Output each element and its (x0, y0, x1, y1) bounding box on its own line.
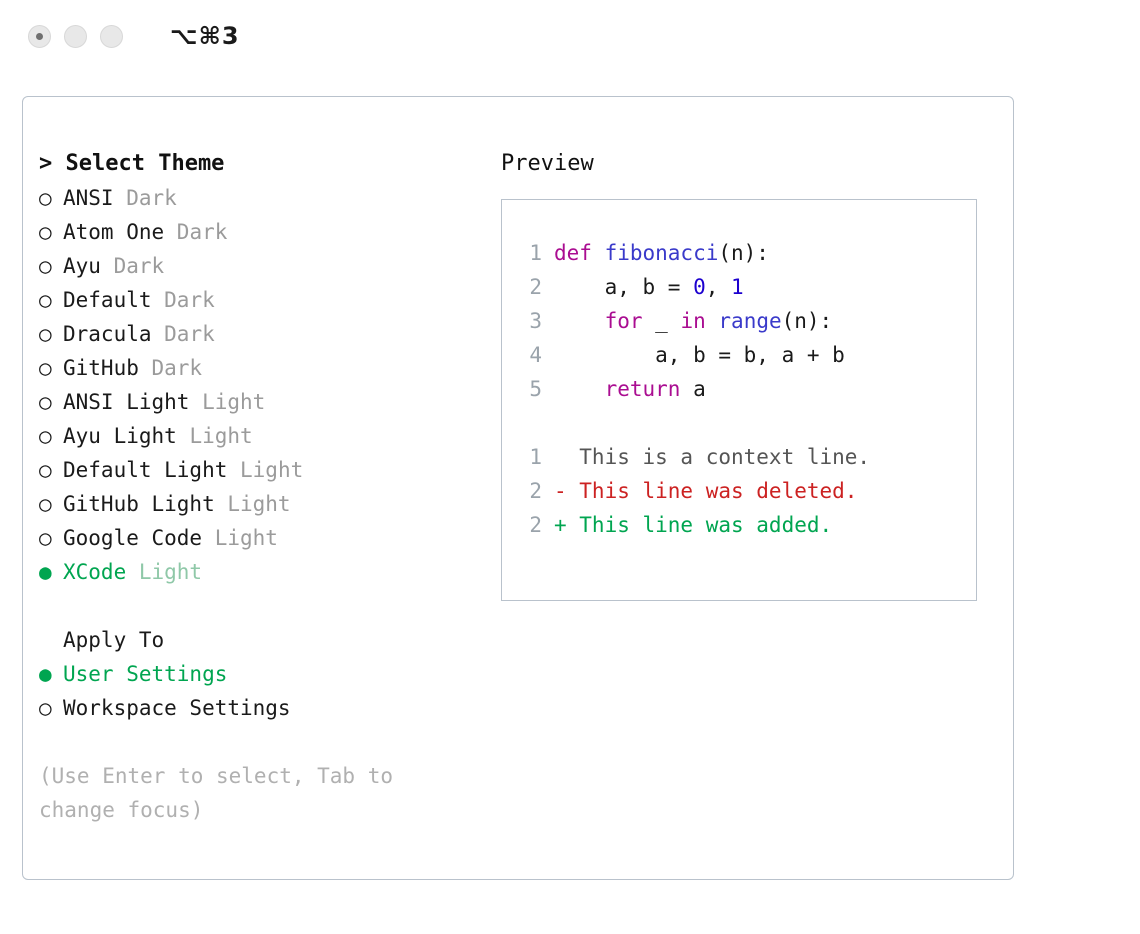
diff-text: + This line was added. (554, 513, 833, 537)
radio-icon: ○ (39, 322, 52, 346)
hint-line-2: change focus) (39, 798, 204, 822)
theme-option-variant: Dark (151, 322, 215, 346)
theme-option[interactable] (39, 249, 489, 283)
line-number: 5 (529, 377, 542, 401)
diff-line (502, 440, 976, 474)
theme-option[interactable] (39, 419, 489, 453)
code-diff-spacer (502, 406, 976, 440)
theme-option-label: Default (63, 288, 152, 312)
code-token: fibonacci (604, 241, 719, 265)
apply-to-option[interactable] (39, 691, 489, 725)
theme-option-label: Ayu Light (63, 424, 177, 448)
code-token: (n): (718, 241, 769, 265)
apply-to-list[interactable] (39, 657, 489, 725)
code-line (502, 372, 976, 406)
line-number: 2 (529, 513, 542, 537)
apply-to-option[interactable] (39, 657, 489, 691)
code-sample (502, 236, 976, 406)
theme-option-label: XCode (63, 560, 127, 584)
theme-option-variant: Light (202, 526, 278, 550)
preview-pane (501, 147, 1001, 601)
theme-option-variant: Dark (100, 254, 165, 278)
radio-selected-icon: ● (39, 560, 52, 584)
theme-option-label: ANSI (63, 186, 114, 210)
spacer-2 (39, 725, 489, 759)
line-number: 4 (529, 343, 542, 367)
theme-selection-pane (39, 147, 489, 827)
radio-icon: ○ (39, 458, 52, 482)
theme-option-label: Google Code (63, 526, 203, 550)
line-number: 2 (529, 479, 542, 503)
diff-text: - This line was deleted. (554, 479, 858, 503)
theme-option-variant: Light (227, 458, 304, 482)
code-token: 1 (731, 275, 744, 299)
theme-option-label: GitHub Light (63, 492, 215, 516)
code-token: return (604, 377, 681, 401)
keyboard-shortcut-label: ⌥⌘3 (170, 22, 240, 50)
code-token (554, 377, 605, 401)
radio-icon: ○ (39, 424, 52, 448)
theme-option-variant: Light (189, 390, 266, 414)
line-number: 1 (529, 241, 542, 265)
code-token: _ (642, 309, 681, 333)
theme-option[interactable] (39, 555, 489, 589)
code-token: a, b = (554, 275, 694, 299)
code-token: for (604, 309, 643, 333)
code-token (554, 309, 605, 333)
code-token: range (718, 309, 782, 333)
theme-option-label: Default Light (63, 458, 228, 482)
traffic-light-minimize-icon[interactable] (64, 25, 87, 48)
hint-line-1: (Use Enter to select, Tab to (39, 764, 394, 788)
line-number: 1 (529, 445, 542, 469)
diff-line (502, 508, 976, 542)
apply-to-option-label: User Settings (63, 662, 228, 686)
radio-icon: ○ (39, 492, 52, 516)
radio-icon: ○ (39, 696, 52, 720)
code-token: 0 (693, 275, 706, 299)
code-token: a (680, 377, 706, 401)
theme-option[interactable] (39, 521, 489, 555)
apply-to-option-label: Workspace Settings (63, 696, 291, 720)
code-token: def (554, 241, 605, 265)
code-line (502, 338, 976, 372)
traffic-light-close-icon[interactable] (28, 25, 51, 48)
theme-option[interactable] (39, 487, 489, 521)
radio-selected-icon: ● (39, 662, 52, 686)
line-number: 3 (529, 309, 542, 333)
preview-heading: Preview (501, 151, 594, 176)
theme-option[interactable] (39, 283, 489, 317)
content-frame (22, 96, 1014, 880)
theme-option[interactable] (39, 351, 489, 385)
code-token (706, 309, 719, 333)
theme-option-label: Ayu (63, 254, 101, 278)
code-token: , (705, 275, 732, 299)
theme-option-variant: Dark (113, 186, 177, 210)
theme-option[interactable] (39, 385, 489, 419)
code-token: (n): (781, 309, 833, 333)
code-line (502, 304, 976, 338)
spacer (39, 589, 489, 623)
theme-option-label: Dracula (63, 322, 152, 346)
theme-option-variant: Light (126, 560, 203, 584)
radio-icon: ○ (39, 254, 52, 278)
diff-line (502, 474, 976, 508)
line-number: 2 (529, 275, 542, 299)
preview-box (501, 199, 977, 601)
theme-option[interactable] (39, 215, 489, 249)
theme-option[interactable] (39, 317, 489, 351)
theme-option-variant: Dark (138, 356, 203, 380)
theme-option-variant: Light (214, 492, 291, 516)
theme-list[interactable] (39, 181, 489, 589)
radio-icon: ○ (39, 526, 52, 550)
radio-icon: ○ (39, 220, 52, 244)
radio-icon: ○ (39, 390, 52, 414)
radio-icon: ○ (39, 288, 52, 312)
diff-sample (502, 440, 976, 542)
theme-option-variant: Light (176, 424, 253, 448)
apply-to-heading: Apply To (63, 628, 165, 652)
traffic-lights (28, 25, 123, 48)
theme-option-label: Atom One (63, 220, 165, 244)
traffic-light-zoom-icon[interactable] (100, 25, 123, 48)
radio-icon: ○ (39, 186, 52, 210)
select-theme-heading: > Select Theme (39, 151, 225, 176)
theme-option-label: ANSI Light (63, 390, 190, 414)
code-token: a, b = b, a + b (554, 343, 845, 367)
code-line (502, 236, 976, 270)
theme-option-variant: Dark (164, 220, 228, 244)
diff-text: This is a context line. (554, 445, 871, 469)
code-line (502, 270, 976, 304)
title-bar (0, 0, 1140, 78)
theme-option-label: GitHub (63, 356, 139, 380)
theme-option[interactable] (39, 453, 489, 487)
radio-icon: ○ (39, 356, 52, 380)
theme-option[interactable] (39, 181, 489, 215)
theme-option-variant: Dark (151, 288, 215, 312)
code-token: in (680, 309, 706, 333)
